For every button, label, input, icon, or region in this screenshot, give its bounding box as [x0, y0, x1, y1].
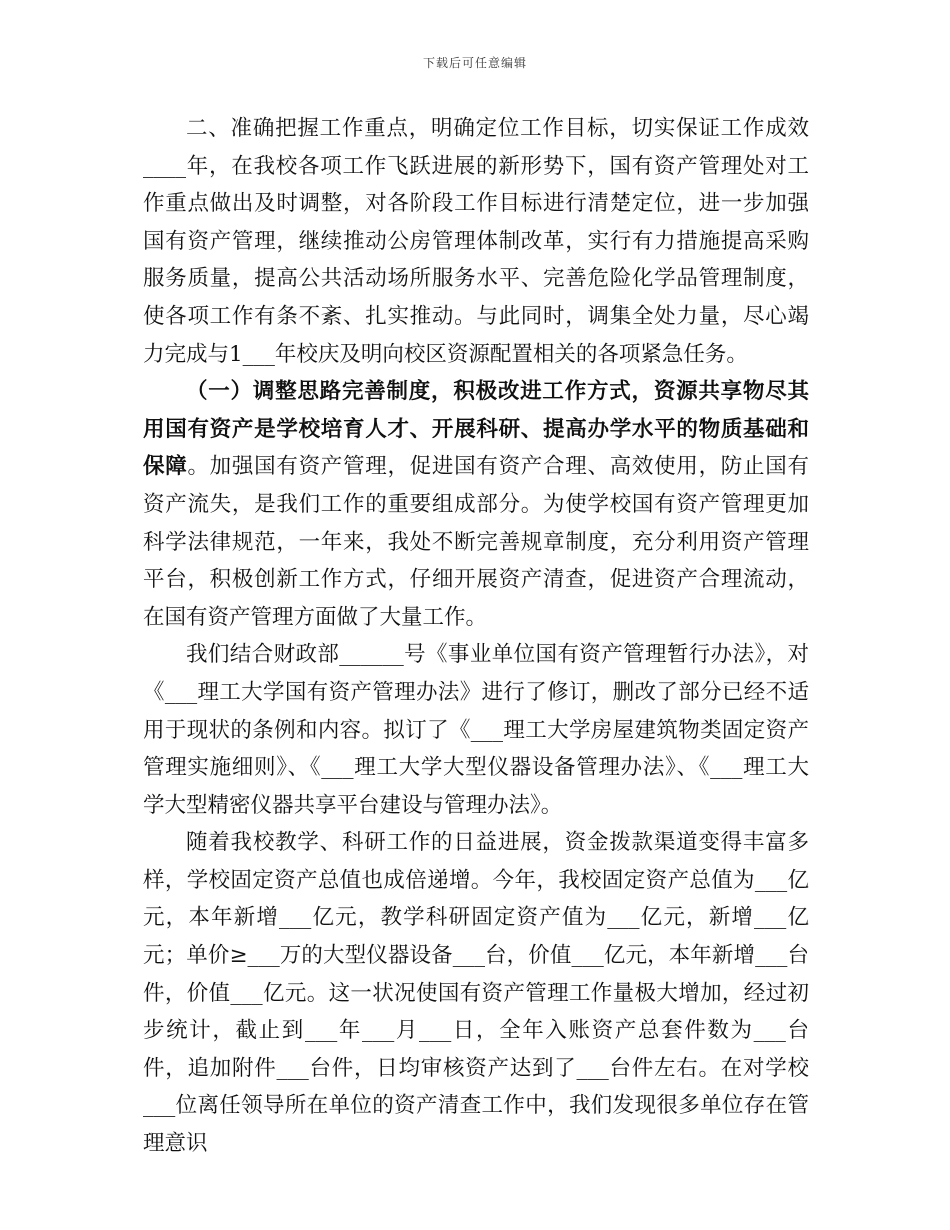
paragraph-work-focus: 二、准确把握工作重点，明确定位工作目标，切实保证工作成效____年，在我校各项工作飞跃进展的新形势下，国有资产管理处对工作重点做出及时调整，对各阶段工作目标进行清楚定位，进一步加强国有资产管理，继续推动公房管理体制改革，实行有力措施提高采购服务质量，提高公共活动场所服务水平、完善危险化学品管理制度，使各项工作有条不紊、扎实推动。与此同时，调集全处力量，尽心竭力完成与1___年校庆及明向校区资源配置相关的各项紧急任务。	[143, 116, 809, 367]
paragraph-asset-growth: 随着我校教学、科研工作的日益进展，资金拨款渠道变得丰富多样，学校固定资产总值也成倍递增。今年，我校固定资产总值为___亿元，本年新增___亿元，教学科研固定资产值为___亿元，新增___亿元；单价≥___万的大型仪器设备___台，价值___亿元，本年新增___台件，价值___亿元。这一状况使国有资产管理工作量极大增加，经过初步统计，截止到___年___月___日，全年入账资产总套件数为___台件，追加附件___台件，日均审核资产达到了___台件左右。在对学校___位离任领导所在单位的资产清查工作中，我们发现很多单位存在管理意识	[143, 830, 809, 1157]
paragraph-asset-management-body: 。加强国有资产管理，促进国有资产合理、高效使用，防止国有资产流失，是我们工作的重要组成部分。为使学校国有资产管理更加科学法律规范，一年来，我处不断完善规章制度，充分利用资产管理平台，积极创新工作方式，仔细开展资产清查，促进资产合理流动，在国有资产管理方面做了大量工作。	[143, 454, 809, 630]
section-heading-adjust-thinking: （一）调整思路完善制度，积极改进工作方式，资源共享物尽其用国有资产是学校培育人才、开展科研、提高办学水平的物质基础和保障	[143, 379, 809, 480]
paragraph-regulations: 我们结合财政部______号《事业单位国有资产管理暂行办法》，对《___理工大学国有资产管理办法》进行了修订，删改了部分已经不适用于现状的条例和内容。拟订了《___理工大学房屋建筑物类固定资产管理实施细则》、《___理工大学大型仪器设备管理办法》、《___理工大学大型精密仪器共享平台建设与管理办法》。	[143, 642, 809, 818]
page-header: 下载后可任意编辑	[422, 56, 527, 70]
paragraph-asset-management	[143, 373, 809, 636]
document-body	[143, 110, 809, 1163]
